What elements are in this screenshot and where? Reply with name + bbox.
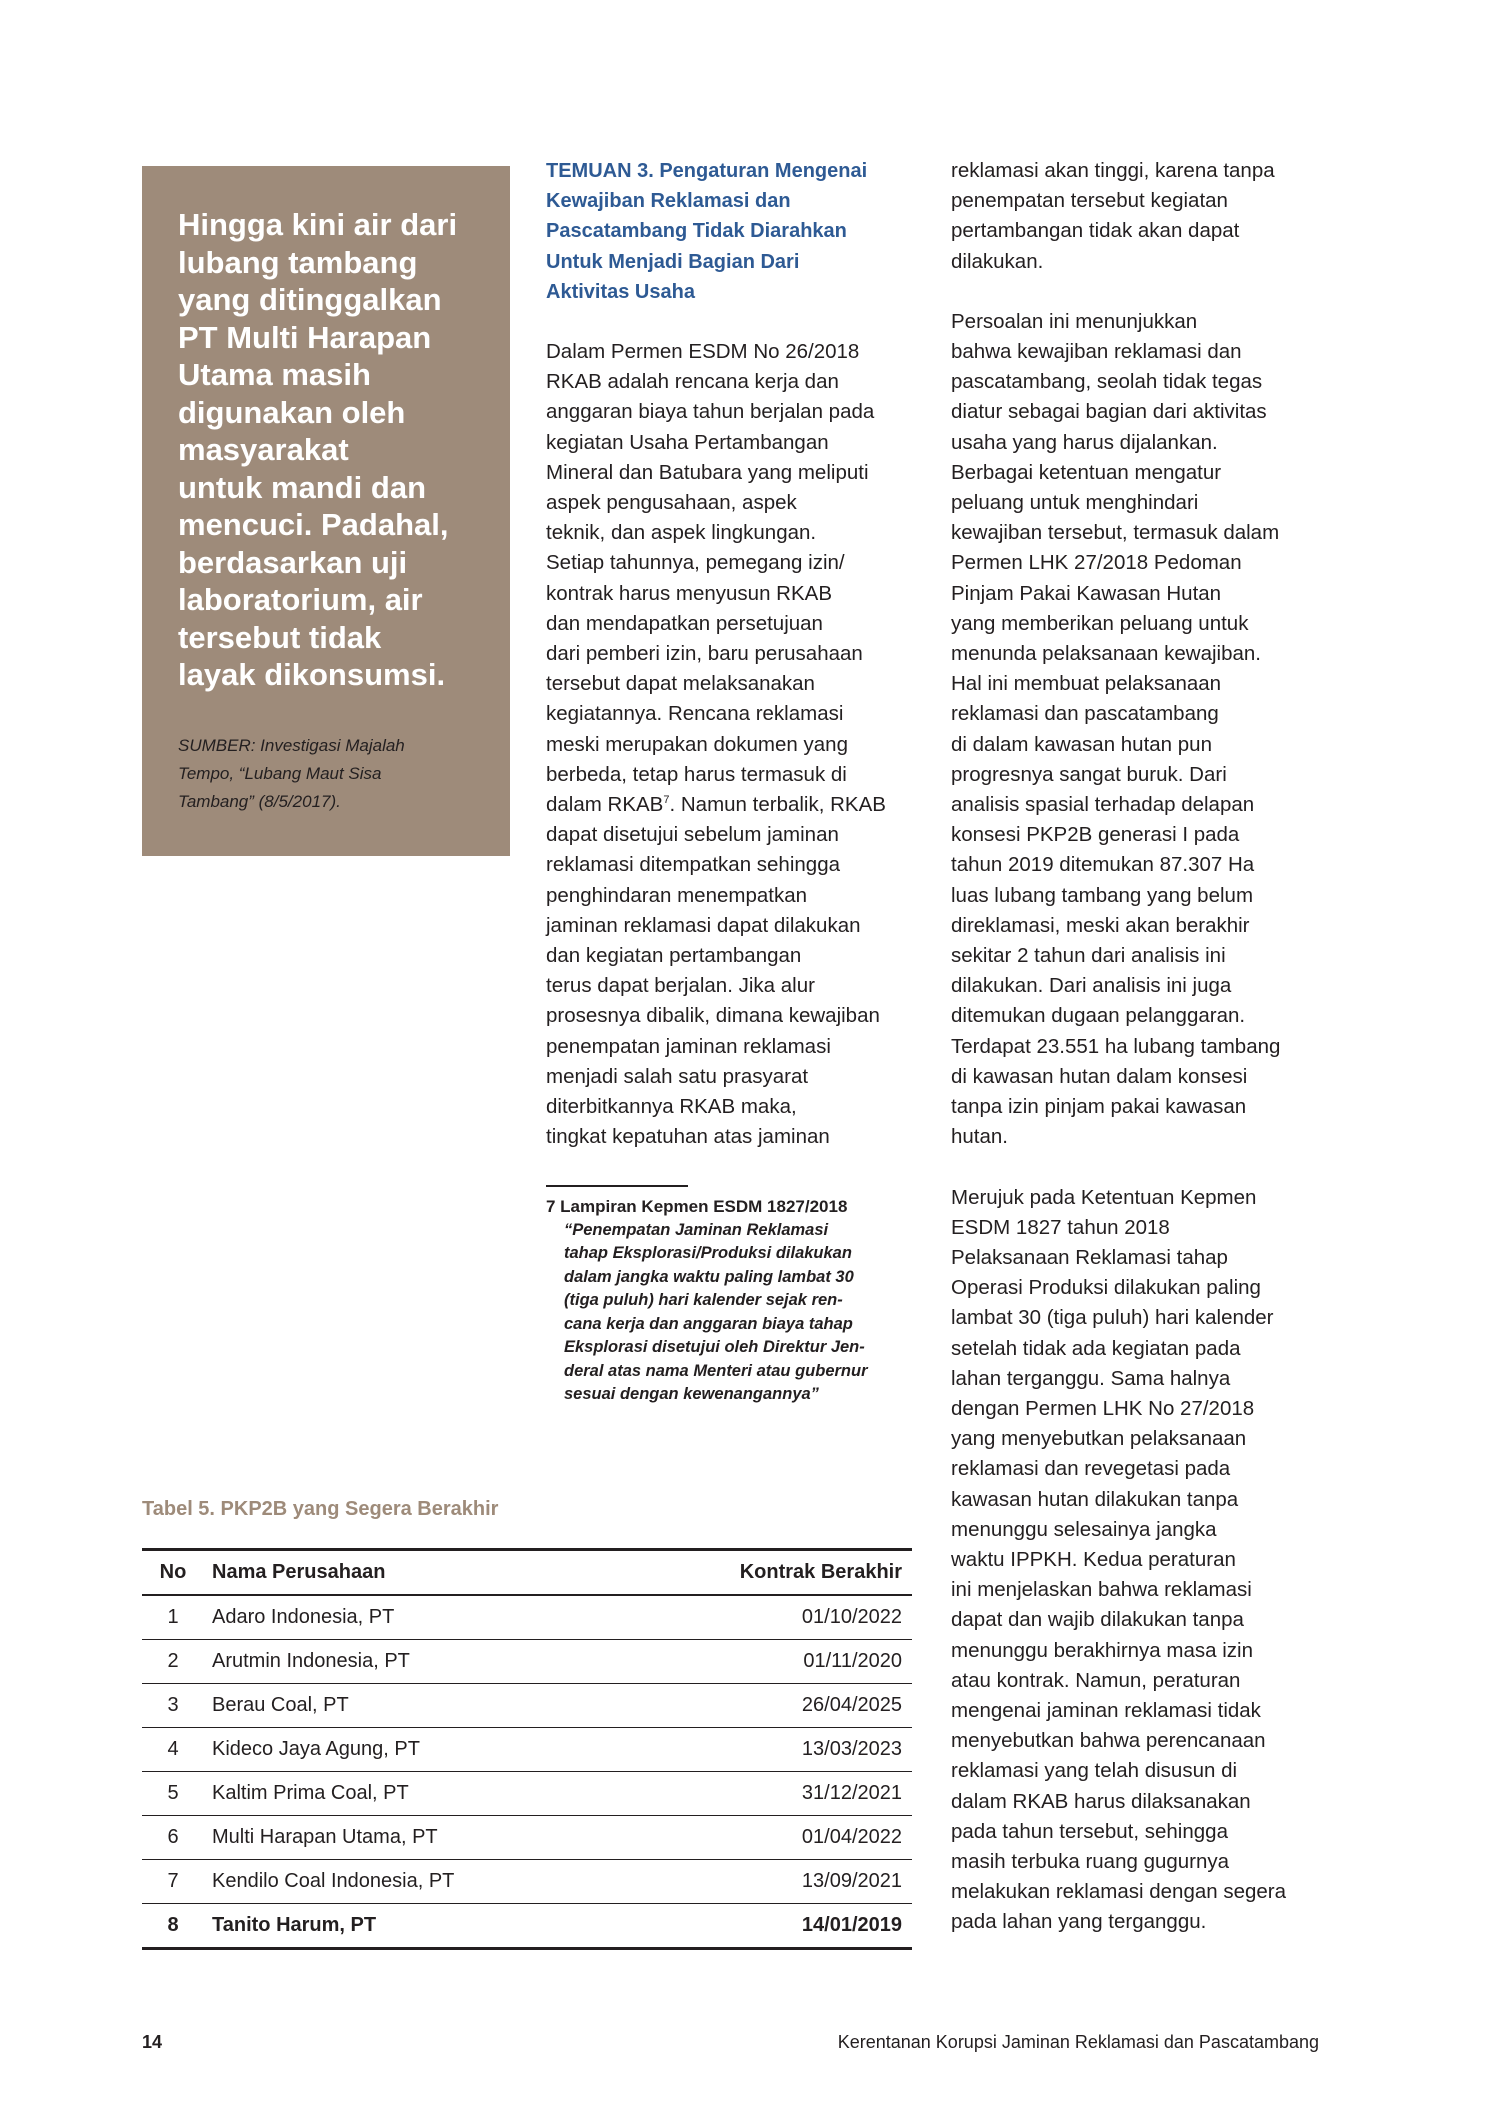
- cell-date: 01/10/2022: [801, 1606, 902, 1628]
- table-caption: Tabel 5. PKP2B yang Segera Berakhir: [142, 1498, 499, 1520]
- text-line: menunggu selesainya jangka: [951, 1517, 1217, 1541]
- footnote-line: Eksplorasi disetujui oleh Direktur Jen-: [564, 1338, 865, 1356]
- header-no: No: [159, 1561, 187, 1583]
- text-line: direklamasi, meski akan berakhir: [951, 913, 1250, 937]
- footnote-line: tahap Eksplorasi/Produksi dilakukan: [564, 1244, 852, 1262]
- text-line: dan kegiatan pertambangan: [546, 944, 802, 968]
- text-line: yang memberikan peluang untuk: [951, 611, 1249, 635]
- text-line: Operasi Produksi dilakukan paling: [951, 1276, 1261, 1300]
- cell-company: Kaltim Prima Coal, PT: [212, 1782, 409, 1804]
- footnote-line: deral atas nama Menteri atau gubernur: [564, 1361, 868, 1380]
- table-row: [142, 1595, 912, 1640]
- text-line: bahwa kewajiban reklamasi dan: [951, 340, 1242, 364]
- heading-line: Pascatambang Tidak Diarahkan: [546, 220, 847, 243]
- cell-date: 13/09/2021: [801, 1870, 902, 1892]
- text-line: menjadi salah satu prasyarat: [546, 1064, 809, 1088]
- header-contract-end: Kontrak Berakhir: [739, 1561, 902, 1583]
- quote-line: Utama masih: [178, 357, 371, 392]
- cell-date: 26/04/2025: [801, 1694, 902, 1716]
- text-line: mengenai jaminan reklamasi tidak: [951, 1698, 1261, 1722]
- text-line: prosesnya dibalik, dimana kewajiban: [546, 1004, 880, 1028]
- cell-no: 6: [167, 1826, 179, 1848]
- text-line: setelah tidak ada kegiatan pada: [951, 1336, 1241, 1360]
- text-line: dilakukan. Dari analisis ini juga: [951, 974, 1232, 998]
- quote-line: berdasarkan uji: [178, 544, 408, 580]
- table-row: [142, 1816, 912, 1860]
- text-line: kawasan hutan dilakukan tanpa: [951, 1487, 1239, 1511]
- text-line: di dalam kawasan hutan pun: [951, 732, 1212, 756]
- text-line: waktu IPPKH. Kedua peraturan: [951, 1547, 1236, 1571]
- text-line: kewajiban tersebut, termasuk dalam: [951, 521, 1280, 545]
- cell-company: Multi Harapan Utama, PT: [212, 1826, 438, 1848]
- text-line: RKAB adalah rencana kerja dan: [546, 370, 839, 394]
- cell-no: 7: [167, 1870, 179, 1892]
- text-line: kontrak harus menyusun RKAB: [546, 581, 832, 605]
- text-line: menyebutkan bahwa perencanaan: [951, 1729, 1266, 1753]
- footnote-title: 7 Lampiran Kepmen ESDM 1827/2018: [546, 1197, 848, 1216]
- heading-line: Aktivitas Usaha: [546, 280, 695, 303]
- heading-line: TEMUAN 3. Pengaturan Mengenai: [546, 160, 868, 182]
- cell-date: 13/03/2023: [801, 1738, 902, 1760]
- footnote-ref[interactable]: 7: [663, 794, 670, 807]
- text-line: terus dapat berjalan. Jika alur: [546, 974, 815, 998]
- text-line: penempatan tersebut kegiatan: [951, 189, 1228, 213]
- source-line: Tempo, “Lubang Maut Sisa: [178, 763, 382, 783]
- text-line: tahun 2019 ditemukan 87.307 Ha: [951, 853, 1255, 877]
- text-line: kegiatannya. Rencana reklamasi: [546, 702, 844, 726]
- body-paragraph: [951, 307, 1331, 1153]
- middle-column: [546, 156, 926, 1153]
- source-line: Tambang” (8/5/2017).: [178, 791, 341, 811]
- body-paragraph: [546, 337, 926, 1152]
- text-fragment: . Namun terbalik, RKAB: [669, 793, 886, 817]
- quote-line: laboratorium, air: [178, 582, 423, 617]
- text-line: reklamasi dan pascatambang: [951, 702, 1219, 726]
- text-fragment: dalam RKAB: [546, 793, 664, 817]
- source-line: SUMBER: Investigasi Majalah: [178, 735, 405, 755]
- text-line: atau kontrak. Namun, peraturan: [951, 1668, 1241, 1692]
- text-line: pascatambang, seolah tidak tegas: [951, 370, 1263, 394]
- text-line: menunda pelaksanaan kewajiban.: [951, 642, 1262, 666]
- text-line-with-footnote-ref: [546, 790, 926, 820]
- text-line: penghindaran menempatkan: [546, 883, 807, 907]
- text-line: Mineral dan Batubara yang meliputi: [546, 460, 869, 484]
- footnote-divider: [546, 1185, 688, 1187]
- quote-line: PT Multi Harapan: [178, 319, 432, 355]
- quote-line: Hingga kini air dari: [178, 207, 458, 242]
- footnote-line: sesuai dengan kewenangannya”: [564, 1385, 819, 1403]
- text-line: penempatan jaminan reklamasi: [546, 1034, 831, 1058]
- heading-line: Untuk Menjadi Bagian Dari: [546, 250, 800, 273]
- quote-line: lubang tambang: [178, 244, 418, 280]
- text-line: reklamasi akan tinggi, karena tanpa: [951, 159, 1275, 182]
- table-row: [142, 1860, 912, 1904]
- text-line: dengan Permen LHK No 27/2018: [951, 1396, 1255, 1420]
- quote-line: tersebut tidak: [178, 619, 382, 655]
- cell-no: 1: [167, 1606, 179, 1628]
- quote-line: yang ditinggalkan: [178, 282, 442, 317]
- text-line: tanpa izin pinjam pakai kawasan: [951, 1095, 1247, 1119]
- cell-company: Berau Coal, PT: [212, 1694, 349, 1716]
- text-line: usaha yang harus dijalankan.: [951, 430, 1218, 454]
- pull-quote-text: [178, 206, 482, 694]
- body-paragraph: [951, 1183, 1331, 1938]
- text-line: peluang untuk menghindari: [951, 491, 1199, 515]
- text-line: menunggu berakhirnya masa izin: [951, 1638, 1253, 1662]
- text-line: meski merupakan dokumen yang: [546, 732, 848, 756]
- text-line: melakukan reklamasi dengan segera: [951, 1880, 1287, 1904]
- text-line: Persoalan ini menunjukkan: [951, 309, 1198, 333]
- text-line: ESDM 1827 tahun 2018: [951, 1215, 1170, 1239]
- right-column: [951, 156, 1331, 1938]
- table-header-row: [142, 1550, 912, 1596]
- footnote-line: dalam jangka waktu paling lambat 30: [564, 1267, 854, 1286]
- cell-no: 8: [167, 1914, 179, 1936]
- text-line: Pinjam Pakai Kawasan Hutan: [951, 581, 1222, 605]
- text-line: dalam RKAB harus dilaksanakan: [951, 1789, 1251, 1813]
- heading-line: Kewajiban Reklamasi dan: [546, 190, 791, 213]
- cell-no: 2: [167, 1650, 179, 1672]
- text-line: Hal ini membuat pelaksanaan: [951, 672, 1222, 696]
- text-line: Merujuk pada Ketentuan Kepmen: [951, 1185, 1257, 1209]
- footnote-line: “Penempatan Jaminan Reklamasi: [564, 1220, 829, 1239]
- text-line: jaminan reklamasi dapat dilakukan: [546, 913, 861, 937]
- text-line: lambat 30 (tiga puluh) hari kalender: [951, 1306, 1274, 1330]
- text-line: tingkat kepatuhan atas jaminan: [546, 1125, 830, 1149]
- text-line: reklamasi yang telah disusun di: [951, 1759, 1238, 1783]
- quote-line: mencuci. Padahal,: [178, 507, 449, 542]
- header-company-name: Nama Perusahaan: [212, 1561, 386, 1583]
- table-row: [142, 1728, 912, 1772]
- text-line: sekitar 2 tahun dari analisis ini: [951, 944, 1226, 968]
- cell-company: Kendilo Coal Indonesia, PT: [212, 1870, 455, 1892]
- text-line: luas lubang tambang yang belum: [951, 883, 1254, 907]
- quote-line: digunakan oleh: [178, 394, 406, 430]
- text-line: reklamasi dan revegetasi pada: [951, 1457, 1231, 1481]
- table-row: [142, 1640, 912, 1684]
- text-line: pada lahan yang terganggu.: [951, 1910, 1207, 1934]
- text-line: Terdapat 23.551 ha lubang tambang: [951, 1034, 1281, 1058]
- finding-heading: [546, 156, 926, 307]
- text-line: analisis spasial terhadap delapan: [951, 793, 1255, 817]
- cell-company: Tanito Harum, PT: [212, 1914, 377, 1936]
- cell-date: 14/01/2019: [801, 1914, 902, 1936]
- text-line: tersebut dapat melaksanakan: [546, 672, 815, 696]
- text-line: Dalam Permen ESDM No 26/2018: [546, 340, 860, 364]
- text-line: anggaran biaya tahun berjalan pada: [546, 400, 875, 424]
- text-line: Pelaksanaan Reklamasi tahap: [951, 1245, 1228, 1269]
- text-line: pertambangan tidak akan dapat: [951, 219, 1240, 243]
- text-line: diterbitkannya RKAB maka,: [546, 1095, 797, 1119]
- text-line: ditemukan dugaan pelanggaran.: [951, 1004, 1246, 1028]
- text-line: diatur sebagai bagian dari aktivitas: [951, 400, 1267, 424]
- cell-date: 01/04/2022: [801, 1826, 902, 1848]
- quote-line: untuk mandi dan: [178, 469, 426, 505]
- footnote-line: cana kerja dan anggaran biaya tahap: [564, 1314, 853, 1333]
- cell-date: 01/11/2020: [803, 1650, 902, 1672]
- footnote-line: (tiga puluh) hari kalender sejak ren-: [564, 1291, 843, 1309]
- text-line: dapat dan wajib dilakukan tanpa: [951, 1608, 1244, 1632]
- text-line: konsesi PKP2B generasi I pada: [951, 823, 1240, 847]
- text-line: Berbagai ketentuan mengatur: [951, 460, 1222, 484]
- text-line: progresnya sangat buruk. Dari: [951, 762, 1227, 786]
- text-line: ini menjelaskan bahwa reklamasi: [951, 1578, 1252, 1602]
- cell-no: 5: [167, 1782, 179, 1804]
- text-line: berbeda, tetap harus termasuk di: [546, 762, 847, 786]
- footnote-body: [546, 1219, 926, 1407]
- table-row: [142, 1684, 912, 1728]
- quote-line: layak dikonsumsi.: [178, 657, 446, 692]
- text-line: dilakukan.: [951, 249, 1044, 273]
- text-line: dari pemberi izin, baru perusahaan: [546, 642, 863, 666]
- text-line: pada tahun tersebut, sehingga: [951, 1819, 1228, 1843]
- text-line: di kawasan hutan dalam konsesi: [951, 1064, 1248, 1088]
- text-line: teknik, dan aspek lingkungan.: [546, 521, 817, 545]
- pull-quote-source: [178, 732, 482, 816]
- text-line: Setiap tahunnya, pemegang izin/: [546, 551, 845, 575]
- text-line: aspek pengusahaan, aspek: [546, 491, 797, 515]
- text-line: lahan terganggu. Sama halnya: [951, 1366, 1231, 1390]
- cell-company: Adaro Indonesia, PT: [212, 1606, 395, 1628]
- footnote: [546, 1185, 926, 1407]
- pull-quote-box: [142, 166, 510, 856]
- text-line: masih terbuka ruang gugurnya: [951, 1849, 1230, 1873]
- text-line: yang menyebutkan pelaksanaan: [951, 1427, 1247, 1451]
- body-paragraph: [951, 156, 1331, 277]
- quote-line: masyarakat: [178, 432, 349, 467]
- page-number: 14: [142, 2032, 163, 2052]
- cell-no: 3: [167, 1694, 179, 1716]
- cell-no: 4: [167, 1738, 179, 1760]
- running-title: Kerentanan Korupsi Jaminan Reklamasi dan Pascatambang: [837, 2032, 1319, 2052]
- text-line: dapat disetujui sebelum jaminan: [546, 823, 839, 847]
- text-line: hutan.: [951, 1125, 1008, 1149]
- cell-date: 31/12/2021: [801, 1782, 902, 1804]
- text-line: reklamasi ditempatkan sehingga: [546, 853, 840, 877]
- table-row-highlighted: [142, 1904, 912, 1949]
- cell-company: Arutmin Indonesia, PT: [212, 1650, 410, 1672]
- table-row: [142, 1772, 912, 1816]
- pkp2b-table: [142, 1548, 912, 1950]
- text-line: Permen LHK 27/2018 Pedoman: [951, 551, 1242, 575]
- text-line: kegiatan Usaha Pertambangan: [546, 430, 829, 454]
- text-line: dan mendapatkan persetujuan: [546, 611, 823, 635]
- cell-company: Kideco Jaya Agung, PT: [212, 1738, 420, 1760]
